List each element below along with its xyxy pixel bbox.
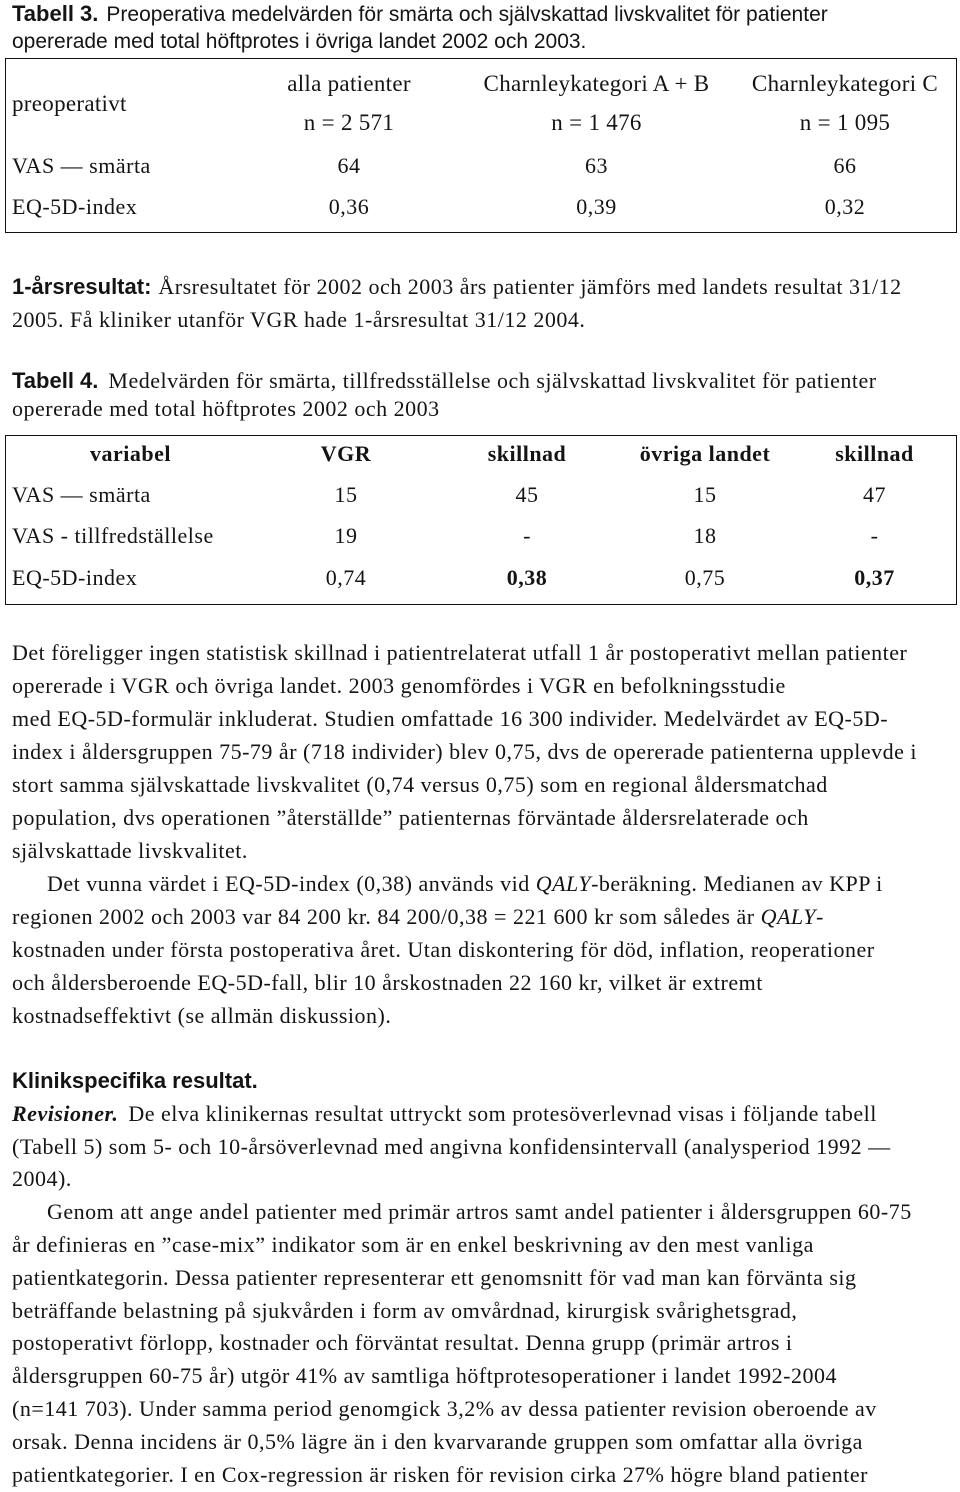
table4-cell: 45 (515, 482, 539, 507)
table3-header-row (6, 66, 956, 102)
table3-n-charnley-c: n = 1 095 (799, 110, 891, 135)
one-year-result-paragraph (12, 270, 952, 336)
table3-row (6, 189, 956, 225)
clinic-specific-section (12, 1065, 952, 1491)
table4-caption-line: opererade med total höftprotes 2002 och 2003 (12, 396, 440, 421)
qaly-term: QALY (760, 904, 816, 929)
table4-row-label: VAS — smärta (12, 482, 151, 507)
paragraph-line (12, 867, 952, 900)
table4-row-label: EQ-5D-index (12, 565, 138, 590)
paragraph-line (12, 1098, 952, 1131)
one-year-result-text: Årsresultatet för 2002 och 2003 års patienter jämförs med landets resultat 31/12 (158, 274, 902, 299)
revisions-text: De elva klinikernas resultat uttryckt som protesöverlevnad visas i följande tabell (128, 1100, 877, 1126)
paragraph-line: kostnaden under första postoperativa året. Utan diskontering för död, inflation, reoperationer (12, 937, 875, 962)
table4 (5, 435, 957, 605)
table4-cell-highlighted: 0,37 (854, 565, 895, 590)
paragraph-line: Genom att ange andel patienter med primär artros samt andel patienter i åldersgruppen 60-75 (47, 1199, 912, 1225)
qaly-term: QALY (535, 871, 592, 896)
table4-header-row (6, 436, 956, 472)
table4-cell: - (523, 523, 531, 548)
paragraph-line (12, 270, 952, 303)
table4-cell: - (870, 523, 879, 548)
paragraph-line: patientkategorin. Dessa patienter representerar ett genomsnitt för vad man kan förvänta sig (12, 1264, 857, 1290)
table3-row (6, 148, 956, 184)
paragraph-line: åldersgruppen 60-75 år) utgör 41% av samtliga höftprotesoperationer i landet 1992-2004 (12, 1363, 837, 1389)
table4-header-rest-of-country: övriga landet (639, 441, 771, 466)
text-span: regionen 2002 och 2003 var 84 200 kr. 84 200/0,38 = 221 600 kr som således är (12, 904, 761, 929)
table3-cell: 0,32 (824, 194, 866, 219)
text-span: - (815, 904, 824, 929)
table4-cell: 18 (693, 523, 717, 548)
table4-row-label: VAS - tillfredställelse (12, 523, 214, 548)
table3-label: Tabell 3. (12, 1, 99, 26)
paragraph-line: självskattade livskvalitet. (12, 838, 248, 863)
table3-caption-line (12, 28, 952, 56)
paragraph-line: (n=141 703). Under samma period genomgick 3,2% av dessa patienter revision oberoende av (12, 1395, 877, 1421)
table3-cell: 66 (833, 153, 857, 178)
table3-cell: 63 (585, 153, 608, 178)
table3-cell: 64 (337, 153, 361, 178)
table4-header-difference: skillnad (835, 441, 914, 466)
section-heading-line (12, 1065, 952, 1098)
table4-cell: 19 (334, 523, 358, 548)
table4-cell: 15 (334, 482, 358, 507)
table4-caption-text: Medelvärden för smärta, tillfredsställelse och självskattad livskvalitet för patienter (108, 368, 877, 393)
table3-row-label: EQ-5D-index (12, 194, 138, 219)
paragraph-line: beträffande belastning på sjukvården i form av omvårdnad, kirurgisk svårighetsgrad, (12, 1297, 798, 1323)
paragraph-line: kostnadseffektivt (se allmän diskussion). (12, 1003, 392, 1028)
body-text (12, 636, 952, 1032)
table4-row (6, 518, 956, 554)
table3-caption-text: Preoperativa medelvärden för smärta och självskattad livskvalitet för patienter (106, 3, 828, 26)
table4-cell: 47 (863, 482, 886, 507)
table3-column-header-charnley-ab: Charnleykategori A + B (483, 71, 710, 96)
paragraph-line: år definieras en ”case-mix” indikator som är en enkel beskrivning av den mest vanliga (12, 1231, 814, 1257)
table3-column-header-charnley-c: Charnleykategori C (751, 71, 939, 96)
table4-cell: 0,75 (684, 565, 726, 590)
table4-header-vgr: VGR (320, 441, 372, 466)
table3-n-all-patients: n = 2 571 (303, 110, 395, 135)
paragraph-line: stort samma självskattade livskvalitet (0,74 versus 0,75) som en regional åldersmatchad (12, 772, 828, 797)
table3-caption (12, 0, 952, 56)
table4-row (6, 477, 956, 513)
table3-cell: 0,39 (576, 194, 617, 219)
table3-n-row (6, 105, 956, 141)
table3 (5, 58, 957, 233)
paragraph-line: 2005. Få kliniker utanför VGR hade 1-årsresultat 31/12 2004. (12, 307, 586, 332)
paragraph-line: med EQ-5D-formulär inkluderat. Studien omfattade 16 300 individer. Medelvärdet av EQ-5D- (12, 706, 889, 731)
paragraph-line: Det föreligger ingen statistisk skillnad i patientrelaterat utfall 1 år postoperativt mellan patienter (12, 640, 908, 665)
table4-row (6, 560, 956, 596)
paragraph-line: opererade i VGR och övriga landet. 2003 genomfördes i VGR en befolkningsstudie (12, 673, 786, 698)
paragraph-line: population, dvs operationen ”återställde” patienternas förväntade åldersrelaterade och (12, 805, 809, 830)
table4-caption-line (12, 367, 952, 395)
table4-header-variable: variabel (90, 441, 171, 466)
table4-header-difference: skillnad (487, 441, 567, 466)
section-heading: Klinikspecifika resultat. (12, 1068, 258, 1093)
paragraph-line (12, 900, 952, 933)
table3-caption-text: opererade med total höftprotes i övriga landet 2002 och 2003. (12, 30, 587, 53)
revisions-label: Revisioner. (12, 1100, 119, 1126)
paragraph-line: postoperativt förlopp, kostnader och förväntat resultat. Denna grupp (primär artros i (12, 1330, 793, 1356)
one-year-result-label: 1-årsresultat: (12, 274, 152, 299)
table3-row-label: VAS — smärta (12, 153, 151, 178)
table3-n-charnley-ab: n = 1 476 (551, 110, 642, 135)
table3-column-header-all-patients: alla patienter (287, 71, 411, 96)
table3-stub-header: preoperativt (12, 91, 127, 116)
table4-label: Tabell 4. (12, 368, 99, 393)
table3-cell: 0,36 (328, 194, 370, 219)
table4-cell-highlighted: 0,38 (506, 565, 548, 590)
text-span: Det vunna värdet i EQ-5D-index (0,38) används vid (47, 871, 536, 896)
table4-cell: 15 (693, 482, 717, 507)
table3-caption-line (12, 0, 952, 28)
paragraph-line: patientkategorier. I en Cox-regression är risken för revision cirka 27% högre bland patienter (12, 1461, 868, 1487)
table4-cell: 0,74 (325, 565, 367, 590)
paragraph-line: (Tabell 5) som 5- och 10-årsöverlevnad med angivna konfidensintervall (analysperiod 1992 — (12, 1133, 891, 1159)
paragraph-line: 2004). (12, 1166, 72, 1192)
text-span: -beräkning. Medianen av KPP i (591, 871, 883, 896)
table4-caption (12, 367, 952, 423)
paragraph-line: orsak. Denna incidens är 0,5% lägre än i den kvarvarande gruppen som omfattar alla övriga (12, 1428, 863, 1454)
paragraph-line: och åldersberoende EQ-5D-fall, blir 10 årskostnaden 22 160 kr, vilket är extremt (12, 970, 763, 995)
paragraph-line: index i åldersgruppen 75-79 år (718 individer) blev 0,75, dvs de opererade patienterna upplevde i (12, 739, 917, 764)
